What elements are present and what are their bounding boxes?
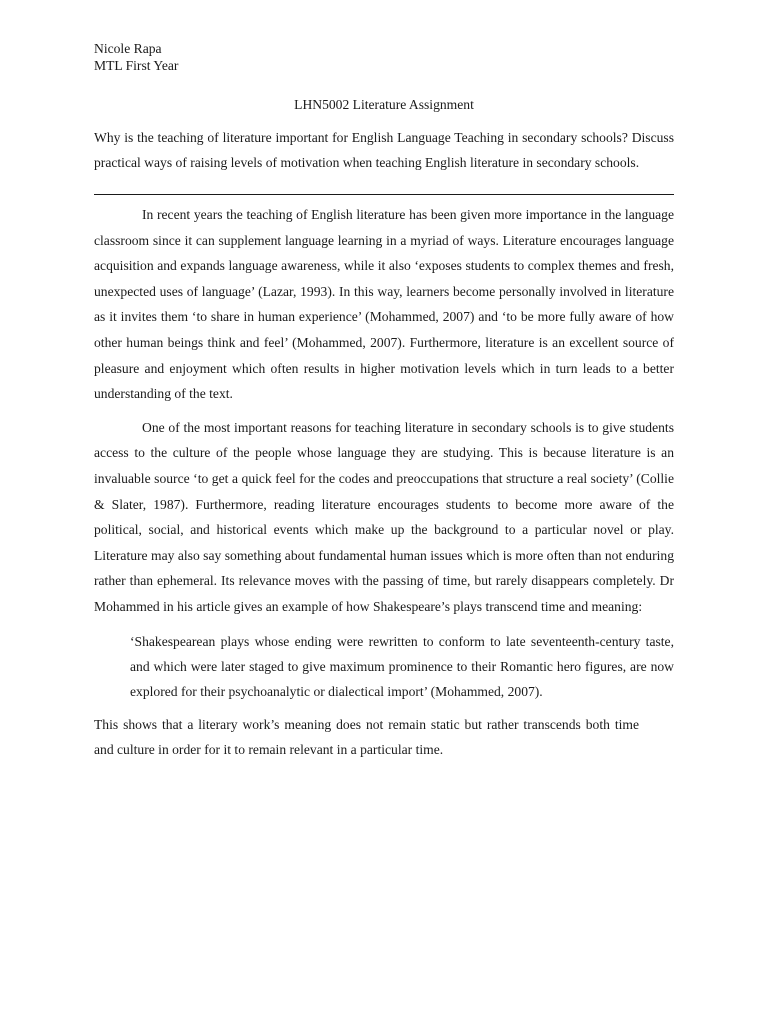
author-name: Nicole Rapa (94, 41, 162, 56)
body-paragraph-2: One of the most important reasons for teaching literature in secondary schools is to give students access to the culture of the people whose language they are studying. This is because literature is an invaluable source ‘to get a quick feel for the codes and preoccupations that structure a real society’ (Collie & Slater, 1987). Furthermore, reading literature encourages students to become more aware of the political, social, and historical events which make up the background to a particular novel or play. Literature may also say something about fundamental human issues which is more often than not enduring rather than ephemeral. Its relevance moves with the passing of time, but rarely disappears completely. Dr Mohammed in his article gives an example of how Shakespeare’s plays transcend time and meaning: (94, 419, 674, 614)
author-block (94, 40, 674, 74)
block-quote: ‘Shakespearean plays whose ending were rewritten to conform to late seventeenth-century taste, and which were later staged to give maximum prominence to their Romantic hero figures, are now explored for their psychoanalytic or dialectical import’ (Mohammed, 2007). (130, 633, 674, 699)
horizontal-rule (94, 194, 674, 195)
assignment-question: Why is the teaching of literature important for English Language Teaching in secondary schools? Discuss practical ways of raising levels of motivation when teaching English literature in secondary schools. (94, 130, 674, 170)
body-paragraph-3: This shows that a literary work’s meaning does not remain static but rather transcends both time and culture in order for it to remain relevant in a particular time. (94, 716, 639, 758)
document-title: LHN5002 Literature Assignment (294, 97, 474, 112)
body-paragraph-1: In recent years the teaching of English literature has been given more importance in the language classroom since it can supplement language learning in a myriad of ways. Literature encourages language acquisition and expands language awareness, while it also ‘exposes students to complex themes and fresh, unexpected uses of language’ (Lazar, 1993). In this way, learners become personally involved in literature as it invites them ‘to share in human experience’ (Mohammed, 2007) and ‘to be more fully aware of how other human beings think and feel’ (Mohammed, 2007). Furthermore, literature is an excellent source of pleasure and enjoyment which often results in higher motivation levels which in turn leads to a better understanding of the text. (94, 207, 674, 402)
document-page (94, 40, 674, 776)
course-year: MTL First Year (94, 58, 179, 73)
